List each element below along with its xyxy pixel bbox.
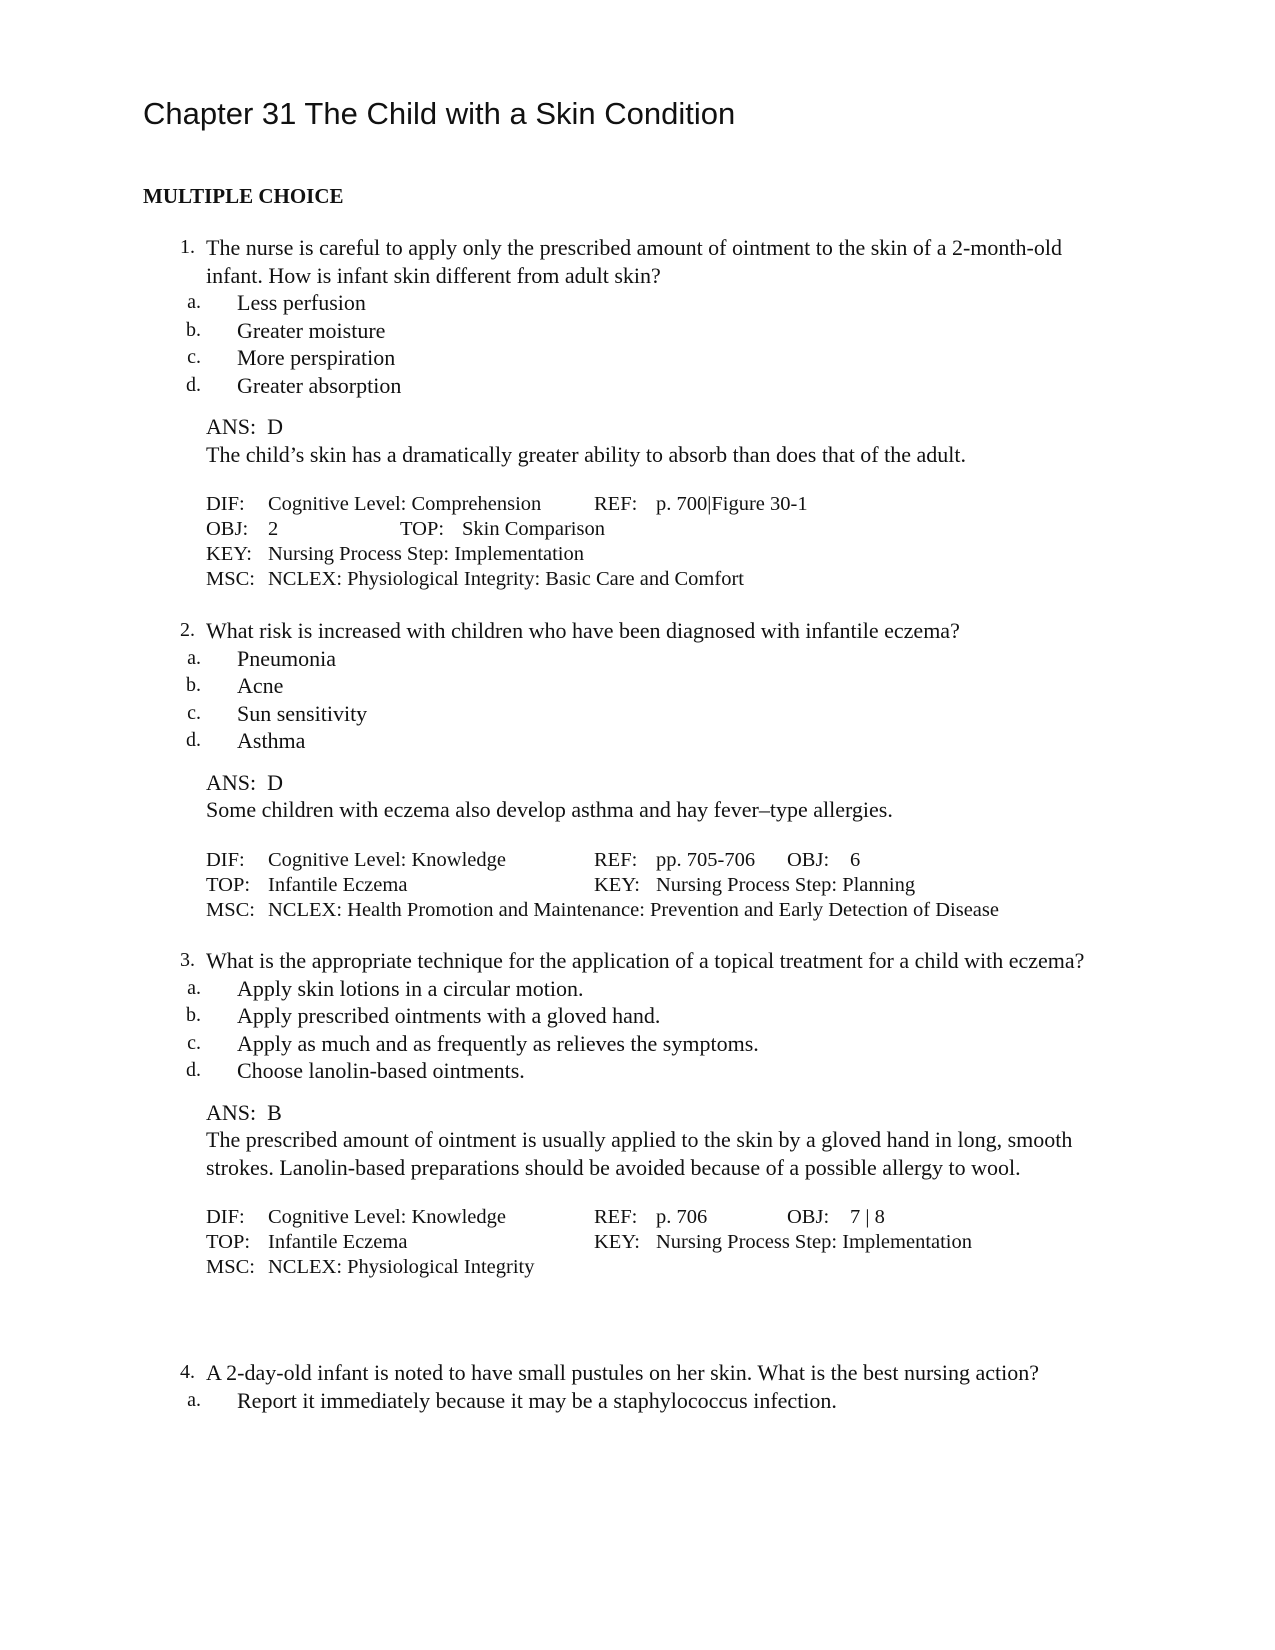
option-a (160, 1387, 1120, 1415)
ref-label: REF: (594, 1206, 638, 1228)
option-text: Report it immediately because it may be a staphylococcus infection. (237, 1387, 837, 1413)
option-text: More perspiration (237, 345, 396, 370)
option-letter: a. (187, 1388, 201, 1411)
section-heading: MULTIPLE CHOICE (143, 184, 344, 208)
option-text: Asthma (237, 728, 306, 753)
answer: ANS: D (206, 769, 284, 795)
option-letter: a. (187, 646, 201, 669)
metadata (206, 1205, 1120, 1280)
option-a (160, 975, 1120, 1003)
msc-label: MSC: (206, 898, 255, 921)
dif-value: Cognitive Level: Knowledge (268, 1206, 506, 1228)
option-d (160, 372, 1120, 400)
top-label: TOP: (206, 1231, 251, 1253)
option-text: Greater moisture (237, 317, 386, 343)
option-letter: c. (187, 346, 201, 368)
question-text: A 2-day-old infant is noted to have small pustules on her skin. What is the best nursing action? (206, 1360, 1040, 1385)
dif-value: Cognitive Level: Knowledge (268, 848, 506, 871)
option-d (160, 727, 1120, 755)
question-1 (160, 234, 1120, 592)
rationale: The prescribed amount of ointment is usually applied to the skin by a gloved hand in long, smooth strokes. Lanolin-based preparations should be avoided because of a possible allergy to wool. (206, 1127, 1073, 1180)
option-b (160, 317, 1120, 345)
option-text: Pneumonia (237, 645, 336, 671)
answer-block (206, 769, 1116, 824)
question-2 (160, 617, 1120, 923)
question-3 (160, 947, 1120, 1280)
top-value: Skin Comparison (462, 518, 605, 540)
ref-value: p. 700|Figure 30-1 (656, 493, 808, 515)
option-c (160, 344, 1120, 372)
answer: ANS: D (206, 414, 284, 439)
page-title: Chapter 31 The Child with a Skin Condition (143, 96, 736, 131)
option-letter: d. (186, 1059, 201, 1081)
top-label: TOP: (206, 873, 251, 896)
top-value: Infantile Eczema (268, 1231, 408, 1253)
option-text: Apply prescribed ointments with a gloved hand. (237, 1003, 661, 1028)
key-value: Nursing Process Step: Implementation (656, 1231, 972, 1253)
ref-value: p. 706 (656, 1206, 708, 1228)
key-value: Nursing Process Step: Implementation (268, 543, 584, 565)
question-text: What risk is increased with children who have been diagnosed with infantile eczema? (206, 618, 960, 643)
question-number: 2. (180, 619, 195, 641)
option-letter: c. (187, 701, 201, 724)
option-letter: b. (186, 1004, 201, 1026)
option-text: Acne (237, 673, 284, 698)
key-value: Nursing Process Step: Planning (656, 873, 916, 896)
dif-label: DIF: (206, 493, 245, 515)
obj-value: 7 | 8 (850, 1206, 885, 1228)
key-label: KEY: (206, 543, 252, 565)
top-label: TOP: (400, 518, 445, 540)
dif-label: DIF: (206, 1206, 245, 1228)
msc-label: MSC: (206, 568, 255, 590)
question-text: What is the appropriate technique for the application of a topical treatment for a child with eczema? (206, 948, 1085, 973)
option-letter: c. (187, 1031, 201, 1054)
option-d (160, 1057, 1120, 1085)
msc-value: NCLEX: Health Promotion and Maintenance: Prevention and Early Detection of Disease (268, 898, 999, 921)
question-4 (160, 1359, 1120, 1414)
answer: ANS: B (206, 1099, 282, 1125)
obj-label: OBJ: (206, 518, 249, 540)
option-letter: d. (186, 373, 201, 396)
option-letter: a. (187, 976, 201, 999)
metadata (206, 492, 1120, 592)
option-b (160, 1002, 1120, 1030)
ref-value: pp. 705-706 (656, 848, 756, 871)
option-text: Less perfusion (237, 290, 366, 315)
rationale: The child’s skin has a dramatically greater ability to absorb than does that of the adult. (206, 441, 966, 467)
obj-label: OBJ: (787, 848, 830, 871)
option-text: Apply as much and as frequently as relieves the symptoms. (237, 1030, 759, 1056)
question-number: 1. (180, 236, 195, 258)
msc-label: MSC: (206, 1256, 255, 1278)
option-text: Sun sensitivity (237, 700, 368, 726)
option-text: Greater absorption (237, 372, 402, 398)
dif-label: DIF: (206, 848, 245, 871)
option-letter: d. (186, 729, 201, 751)
key-label: KEY: (594, 1231, 640, 1253)
ref-label: REF: (594, 493, 638, 515)
top-value: Infantile Eczema (268, 873, 408, 896)
option-c (160, 1030, 1120, 1058)
metadata (206, 848, 1120, 923)
answer-block (206, 413, 1116, 468)
option-b (160, 672, 1120, 700)
obj-label: OBJ: (787, 1206, 830, 1228)
option-letter: a. (187, 291, 201, 313)
answer-block (206, 1099, 1116, 1182)
msc-value: NCLEX: Physiological Integrity: Basic Care and Comfort (268, 568, 744, 590)
msc-value: NCLEX: Physiological Integrity (268, 1256, 535, 1278)
question-text: The nurse is careful to apply only the prescribed amount of ointment to the skin of a 2-month-old infant. How is infant skin different from adult skin? (206, 235, 1062, 288)
ref-label: REF: (594, 848, 638, 871)
question-number: 4. (180, 1361, 195, 1383)
option-letter: b. (186, 674, 201, 696)
dif-value: Cognitive Level: Comprehension (268, 493, 542, 515)
option-a (160, 645, 1120, 673)
option-text: Apply skin lotions in a circular motion. (237, 975, 584, 1001)
question-number: 3. (180, 949, 195, 971)
key-label: KEY: (594, 873, 640, 896)
option-a (160, 289, 1120, 317)
option-c (160, 700, 1120, 728)
obj-value: 2 (268, 518, 279, 540)
obj-value: 6 (850, 848, 861, 871)
rationale: Some children with eczema also develop asthma and hay fever–type allergies. (206, 797, 893, 822)
option-letter: b. (186, 318, 201, 341)
option-text: Choose lanolin-based ointments. (237, 1058, 525, 1083)
